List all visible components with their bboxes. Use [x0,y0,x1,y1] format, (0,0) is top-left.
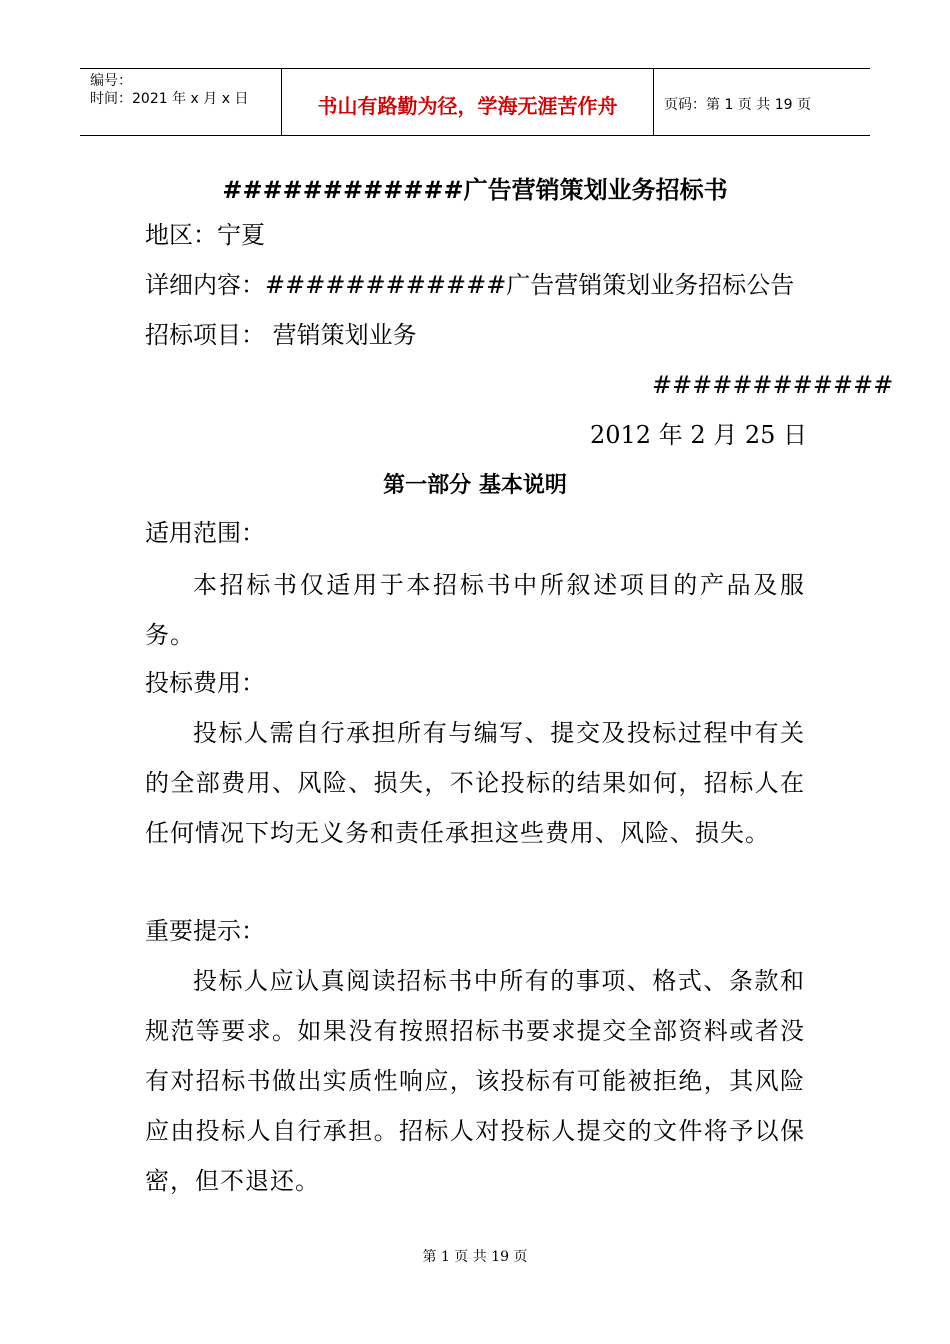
header-meta-cell [80,69,282,135]
time-label: 时间：2021 年 x 月 x 日 [90,91,249,107]
scope-paragraph: 本招标书仅适用于本招标书中所叙述项目的产品及服务。 [145,571,805,649]
date-line: 2012 年 2 月 25 日 [590,421,808,449]
notice-heading: 重要提示： [145,917,265,945]
document-title: ############广告营销策划业务招标书 [222,176,728,204]
organization-line: ############ [652,371,894,399]
section-title: 第一部分 基本说明 [383,473,567,498]
header-table [80,68,870,136]
number-label: 编号： [90,73,132,89]
project-line: 招标项目： 营销策划业务 [145,321,417,349]
cost-paragraph: 投标人需自行承担所有与编写、提交及投标过程中有关的全部费用、风险、损失，不论投标的结果如何，招标人在任何情况下均无义务和责任承担这些费用、风险、损失。 [145,719,805,847]
motto-text: 书山有路勤为径，学海无涯苦作舟 [317,93,618,118]
page-info-text: 页码：第 1 页 共 19 页 [664,97,811,113]
region-line: 地区：宁夏 [145,221,265,249]
notice-paragraph: 投标人应认真阅读招标书中所有的事项、格式、条款和规范等要求。如果没有按照招标书要求提交全部资料或者没有对招标书做出实质性响应，该投标有可能被拒绝，其风险应由投标人自行承担。招标人对投标人提交的文件将予以保密，但不退还。 [145,967,805,1195]
detail-line: 详细内容：############广告营销策划业务招标公告 [145,271,795,299]
page-footer: 第 1 页 共 19 页 [422,1249,528,1265]
cost-heading: 投标费用： [145,669,265,697]
page-info-cell [654,69,870,135]
motto-cell [282,69,654,135]
scope-heading: 适用范围： [145,519,265,547]
